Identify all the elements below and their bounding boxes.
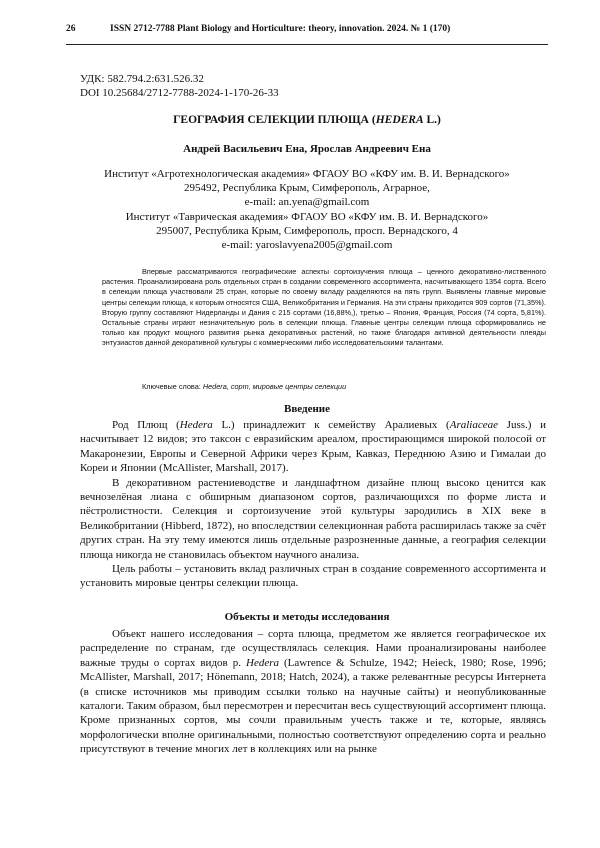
affiliation-2-email: e-mail: yaroslavyena2005@gmail.com bbox=[221, 239, 393, 251]
udc-code: УДК: 582.794.2:631.526.32 bbox=[80, 73, 204, 85]
doi: DOI 10.25684/2712-7788-2024-1-170-26-33 bbox=[80, 87, 279, 99]
affiliation-2 bbox=[66, 210, 548, 252]
abstract-text: Впервые рассматриваются географические аспекты сортоизучения плюща – ценного декоративно-лиственного растения. Проанализирована роль отдельных стран в создании современного ассортимента, насчитывающего 1354 сорта. Всего в селекции плюща участвовали 25 стран, которые по своему вкладу разделяются на пять групп. Выявлены главные мировые центры селекции плюща, к которым относятся США, Великобритания и Германия. На эти страны приходится 909 сортов (71,35%). Вторую группу составляют Нидерланды и Дания с 215 сортами (16,88%,), третью – Япония, Франция, Россия (74 сорта, 5,81%). Остальные страны играют незначительную роль в селекции плюща. Главные центры селекции плюща сформировались не только как продукт мощного развития рынка декоративных растений, но также благодаря активной деятельности плеяды энтузиастов данной декоративной культуры с коммерческими либо исследовательскими талантами. bbox=[102, 267, 546, 348]
text-run: (Lawrence & Schulze, 1942; Heieck, 1980; Rose, 1996; McAllister, Marshall, 2017; Hönemann, 2018; Hatch, 2024), а также релевантные ресурсы Интернета (в списке источников мы приводим ссылки только на научные сайты) и неопубликованные каталоги. Таким образом, был пересмотрен и пересчитан весь существующий ассортимент плюща. Кроме признанных сортов, мы сочли правильным учесть также и те, которые, являясь морфологически вполне оригинальными, полностью соответствуют определению сорта и реально присутствуют в течение многих лет в коллекциях или на рынке bbox=[80, 656, 546, 756]
title-after: L.) bbox=[423, 114, 441, 126]
keywords-label: Ключевые слова: bbox=[142, 382, 203, 391]
section-heading-introduction: Введение bbox=[283, 403, 331, 415]
methods-body bbox=[80, 627, 546, 757]
title-genus: HEDERA bbox=[375, 114, 424, 126]
text-run: Объект нашего исследования – сорта плюща, предметом же является географическое их распределение по странам, где осуществлялась селекция. Нами проанализированы наиболее важные труды о сортах видов р. bbox=[80, 628, 546, 669]
family-name: Araliaceae bbox=[449, 419, 498, 431]
affiliation-1-email: e-mail: an.yena@gmail.com bbox=[244, 196, 370, 208]
affiliation-1-address: 295492, Республика Крым, Симферополь, Аграрное, bbox=[184, 182, 430, 194]
genus-name: Hedera bbox=[179, 419, 213, 431]
affiliation-1-institute: Институт «Агротехнологическая академия» ФГАОУ ВО «КФУ им. В. И. Вернадского» bbox=[104, 168, 510, 180]
affiliation-1 bbox=[66, 167, 548, 209]
authors: Андрей Васильевич Ена, Ярослав Андреевич Ена bbox=[183, 143, 431, 155]
keywords bbox=[142, 382, 346, 391]
intro-paragraph-1 bbox=[80, 418, 546, 476]
intro-paragraph-2: В декоративном растениеводстве и ландшафтном дизайне плющ высоко ценится как вечнозелёная лиана с обширным диапазоном сортов, различающихся по форме листа и пёстролистности. Селекция и сортоизучение этой культуры зародились в XIX веке в Великобритании (Hibberd, 1872), но впоследствии селекционная работа расширилась также за счёт других стран. На эту тему имеются лишь отдельные разрозненные данные, а география селекции плюща никогда не становилась объектом научного анализа. bbox=[80, 476, 546, 561]
page-number: 26 bbox=[66, 24, 76, 34]
text-run: L.) принадлежит к семейству Аралиевых ( bbox=[212, 419, 450, 431]
header-rule bbox=[66, 44, 548, 45]
genus-name: Hedera bbox=[246, 656, 279, 669]
affiliation-2-institute: Институт «Таврическая академия» ФГАОУ ВО «КФУ им. В. И. Вернадского» bbox=[125, 211, 489, 223]
section-heading-methods: Объекты и методы исследования bbox=[224, 611, 390, 623]
introduction-body bbox=[80, 418, 546, 591]
intro-paragraph-3: Цель работы – установить вклад различных стран в создание современного ассортимента и установить мировые центры селекции плюща. bbox=[80, 563, 546, 590]
keywords-values: Hedera, сорт, мировые центры селекции bbox=[202, 382, 347, 391]
text-run: Род Плющ ( bbox=[112, 419, 180, 431]
abstract bbox=[102, 267, 546, 349]
title-before: ГЕОГРАФИЯ СЕЛЕКЦИИ ПЛЮЩА ( bbox=[173, 114, 376, 126]
methods-paragraph-1 bbox=[80, 627, 546, 757]
journal-title: ISSN 2712-7788 Plant Biology and Horticulture: theory, innovation. 2024. № 1 (170) bbox=[110, 24, 451, 34]
affiliation-2-address: 295007, Республика Крым, Симферополь, просп. Вернадского, 4 bbox=[156, 225, 458, 237]
article-title bbox=[66, 114, 548, 126]
text-run: Juss.) и насчитывает 12 видов; это таксон с евразийским ареалом, простирающимся широкой полосой от Макаронезии, Европы и Северной Африки через Крым, Кавказ, Переднюю Азию и Гималаи до Кореи и Японии (McAllister, Marshall, 2017). bbox=[80, 419, 546, 475]
